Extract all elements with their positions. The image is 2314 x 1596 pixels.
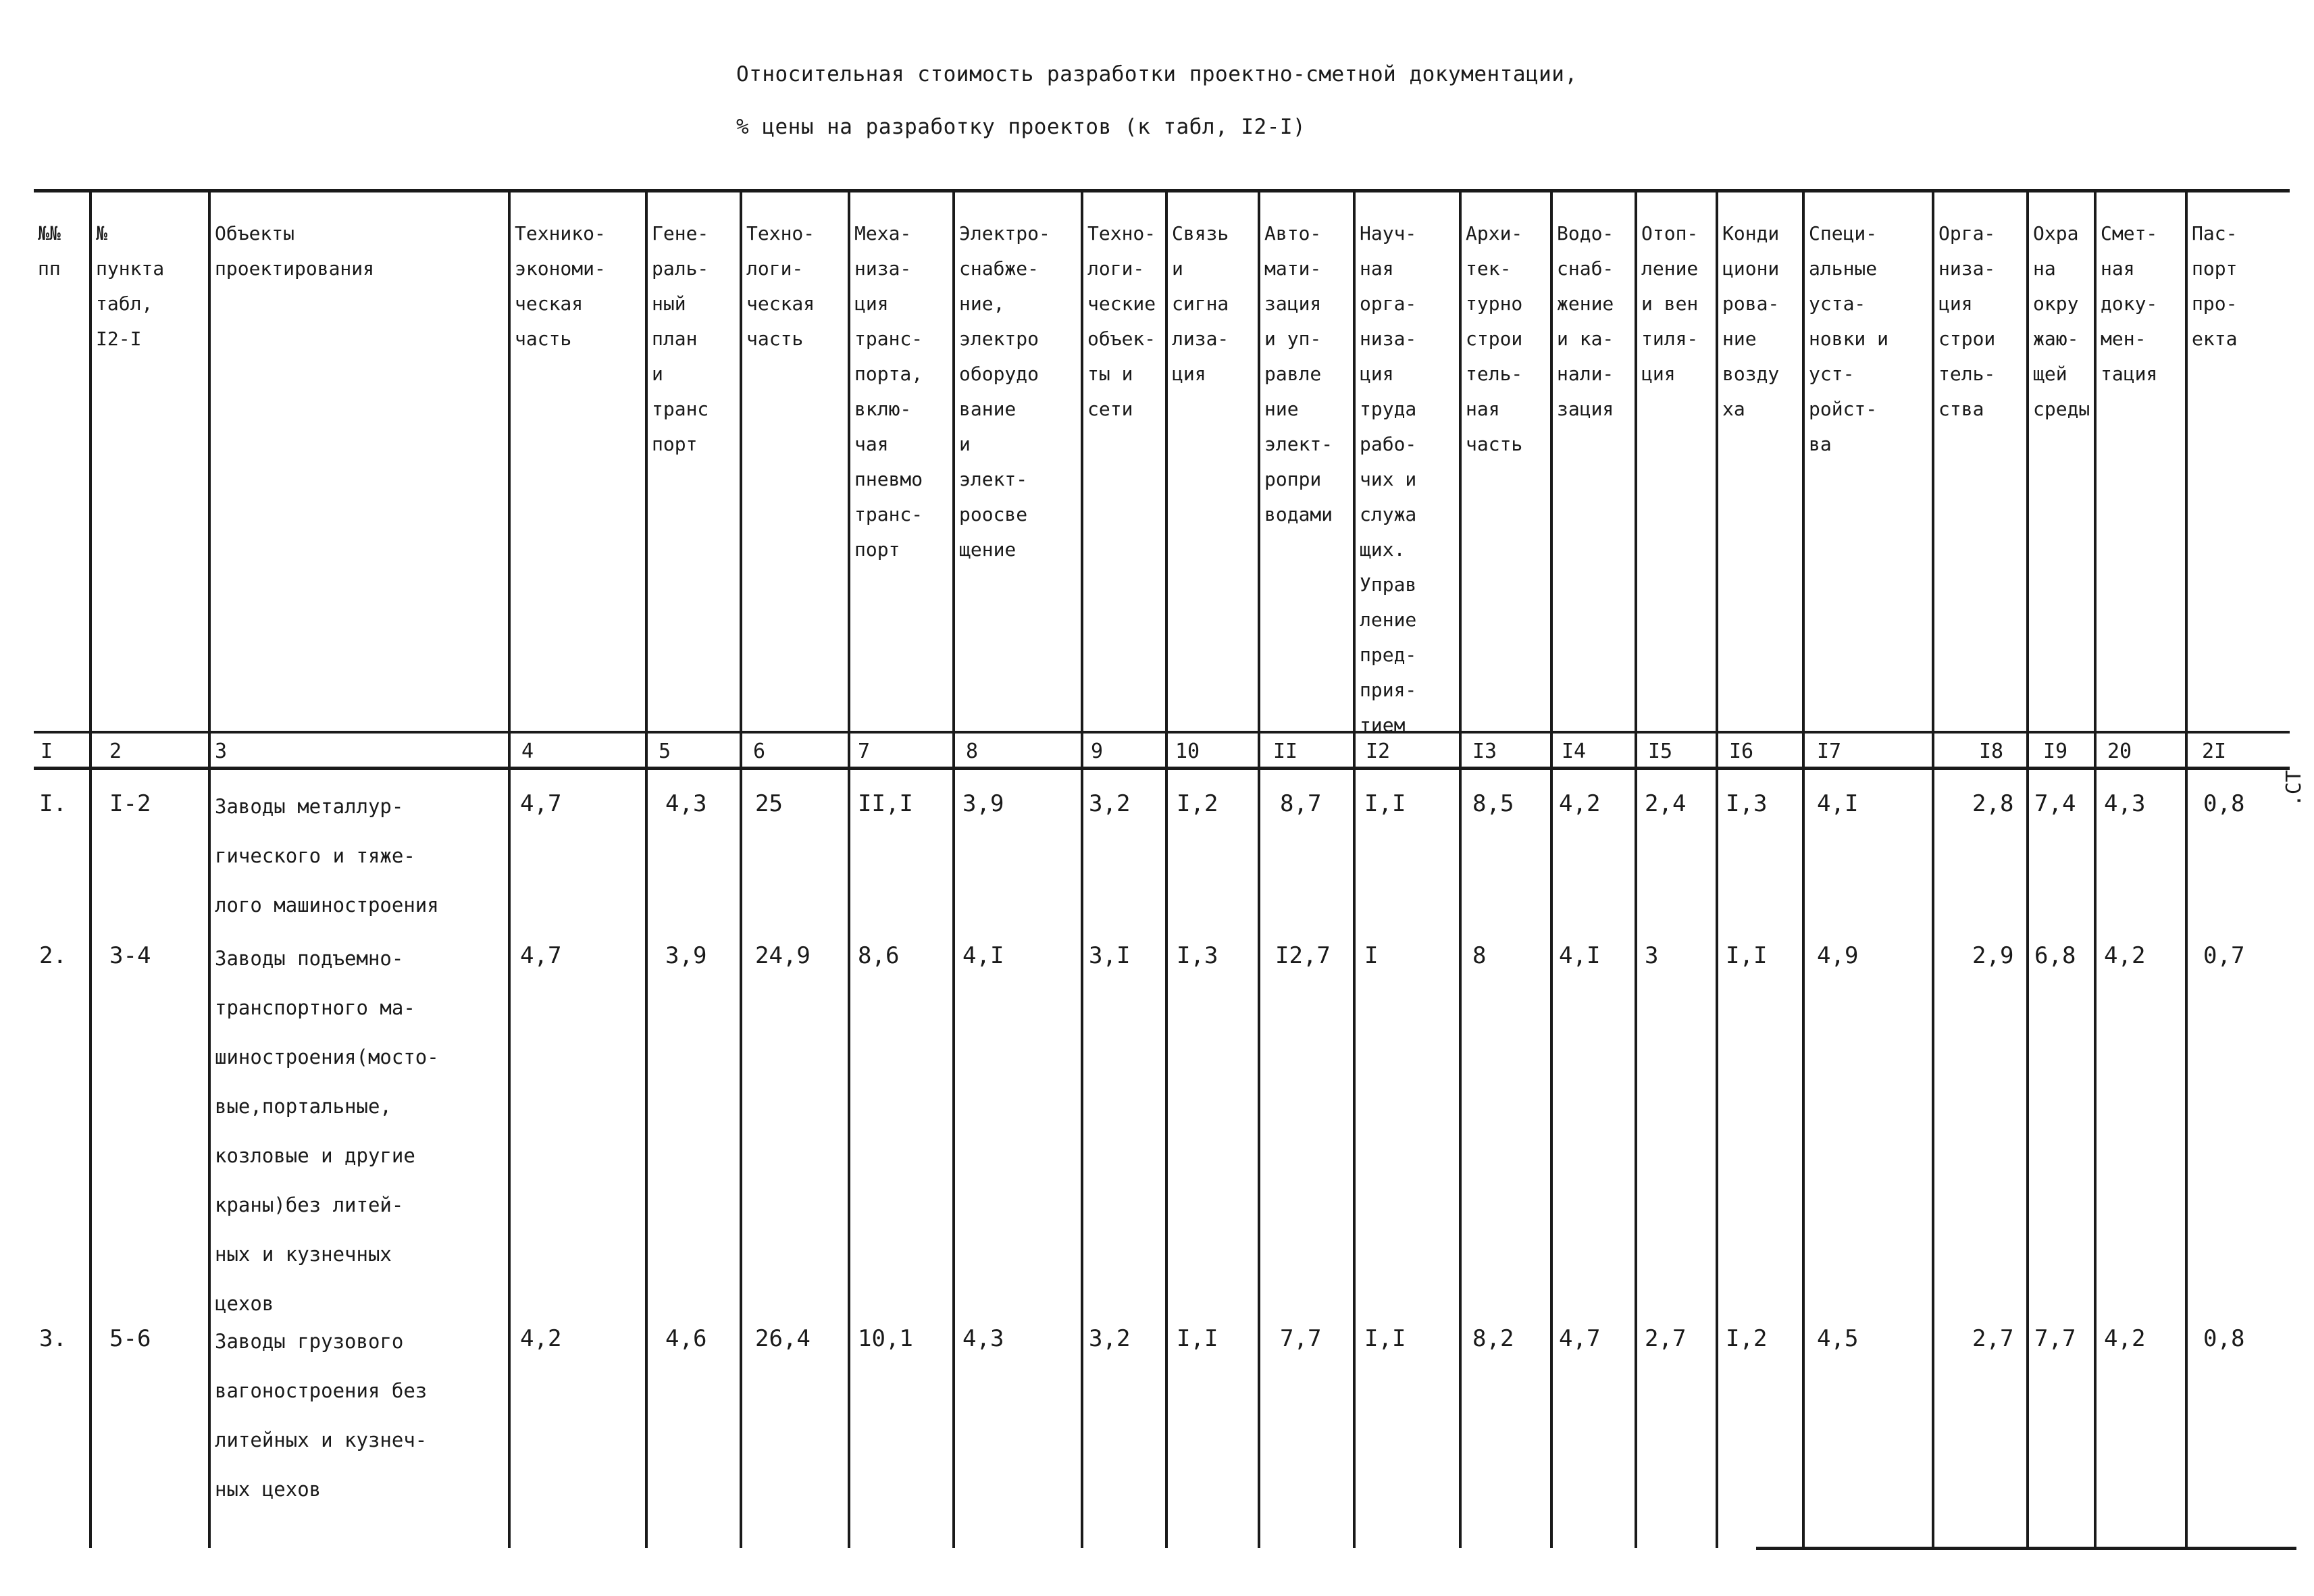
column-number: I8: [1979, 740, 2004, 763]
row-value: 4,3: [962, 1325, 1004, 1352]
column-number: I5: [1648, 740, 1673, 763]
row-value: II,I: [858, 790, 913, 817]
row-value: 3: [1645, 942, 1659, 969]
row-object-name: Заводы грузового вагоностроения без литейных и кузнеч- ных цехов: [215, 1330, 428, 1501]
row-value: 4,7: [1559, 1325, 1601, 1352]
column-number: 7: [858, 740, 871, 763]
row-value: 0,8: [2203, 1325, 2245, 1352]
row-number: I.: [39, 790, 67, 817]
header-divider: [34, 731, 2290, 733]
column-number: 4: [521, 740, 534, 763]
column-number: 3: [215, 740, 228, 763]
row-value: I,2: [1177, 790, 1218, 817]
row-value: 2,4: [1645, 790, 1687, 817]
column-number: 20: [2107, 740, 2132, 763]
column-rule: [1353, 190, 1356, 1548]
row-value: 8,5: [1472, 790, 1514, 817]
header-cell-automation: Авто- мати- зация и уп- равле ние элект- ропри водами: [1264, 222, 1333, 525]
row-value: I,2: [1726, 1325, 1768, 1352]
column-number: 8: [966, 740, 979, 763]
column-rule: [2185, 190, 2188, 1548]
column-rule: [1635, 190, 1637, 1548]
row-value: 4,I: [1817, 790, 1859, 817]
row-value: 25: [755, 790, 783, 817]
row-value: 4,7: [520, 790, 562, 817]
row-value: 2,7: [1645, 1325, 1687, 1352]
column-rule: [645, 190, 648, 1548]
header-cell-air-conditioning: Конди циони рова- ние возду ха: [1722, 222, 1780, 420]
column-rule: [1165, 190, 1168, 1548]
row-value: 6,8: [2034, 942, 2076, 969]
column-number: 9: [1091, 740, 1104, 763]
table-title: Относительная стоимость разработки проектно-сметной документации,: [736, 62, 1578, 86]
column-number: I2: [1366, 740, 1391, 763]
column-rule: [1550, 190, 1553, 1548]
table-subtitle: % цены на разработку проектов (к табл, I2-I): [736, 115, 1306, 139]
row-value: 8,6: [858, 942, 900, 969]
header-cell-water-supply: Водо- снаб- жение и ка- нали- зация: [1557, 222, 1614, 420]
column-number: I4: [1562, 740, 1587, 763]
header-cell-construction-organization: Орга- низа- ция строи тель- ства: [1938, 222, 1996, 420]
table-top-border: [34, 189, 2290, 192]
row-value: 4,3: [665, 790, 707, 817]
header-cell-item: № пункта табл, I2-I: [96, 222, 165, 350]
row-value: I,3: [1726, 790, 1768, 817]
row-number: 3.: [39, 1325, 67, 1352]
row-value: 4,I: [962, 942, 1004, 969]
row-value: 7,7: [2034, 1325, 2076, 1352]
column-rule: [89, 190, 92, 1548]
column-number: I6: [1729, 740, 1754, 763]
row-value: I,I: [1364, 790, 1406, 817]
header-cell-heating: Отоп- ление и вен тиля- ция: [1641, 222, 1699, 385]
row-value: 4,6: [665, 1325, 707, 1352]
row-value: I,I: [1177, 1325, 1218, 1352]
row-value: 4,2: [520, 1325, 562, 1352]
column-number: 2: [109, 740, 122, 763]
row-value: 7,4: [2034, 790, 2076, 817]
row-value: 7,7: [1280, 1325, 1322, 1352]
row-value: I2,7: [1275, 942, 1331, 969]
header-cell-architecture: Архи- тек- турно строи тель- ная часть: [1466, 222, 1523, 455]
column-number: 6: [753, 740, 766, 763]
row-value: 26,4: [755, 1325, 811, 1352]
row-value: I,3: [1177, 942, 1218, 969]
column-rule: [2026, 190, 2029, 1548]
row-object-name: Заводы подъемно- транспортного ма- шиностроения(мосто- вые,портальные, козловые и другие краны)без литей- ных и кузнечных цехов: [215, 947, 439, 1315]
header-cell-objects: Объекты проектирования: [215, 222, 375, 280]
column-number: I7: [1817, 740, 1842, 763]
column-number: 5: [659, 740, 671, 763]
header-cell-labor-organization: Науч- ная орга- низа- ция труда рабо- чих и служа щих. Управ ление пред- прия- тием: [1360, 222, 1417, 736]
row-value: 3,2: [1089, 1325, 1131, 1352]
row-value: 4,2: [2104, 942, 2146, 969]
row-object-name: Заводы металлур- гического и тяже- лого машиностроения: [215, 795, 439, 917]
header-cell-technological: Техно- логи- ческая часть: [746, 222, 815, 350]
row-item-ref: 5-6: [109, 1325, 151, 1352]
row-item-ref: 3-4: [109, 942, 151, 969]
row-value: 3,I: [1089, 942, 1131, 969]
column-number: I9: [2043, 740, 2068, 763]
column-rule: [1081, 190, 1083, 1548]
column-rule: [1459, 190, 1462, 1548]
row-value: 3,9: [665, 942, 707, 969]
header-cell-estimate: Смет- ная доку- мен- тация: [2101, 222, 2158, 385]
row-value: 4,3: [2104, 790, 2146, 817]
row-value: 4,5: [1817, 1325, 1859, 1352]
row-value: 3,9: [962, 790, 1004, 817]
row-value: 2,8: [1972, 790, 2014, 817]
header-cell-environment: Охра на окру жаю- щей среды: [2033, 222, 2090, 420]
column-rule: [2094, 190, 2097, 1548]
column-number: I3: [1472, 740, 1497, 763]
header-cell-tech-economic: Технико- экономи- ческая часть: [515, 222, 606, 350]
row-number: 2.: [39, 942, 67, 969]
header-cell-general-plan: Гене- раль- ный план и транс порт: [652, 222, 709, 455]
header-cell-electric: Электро- снабже- ние, электро оборудо вание и элект- роосве щение: [959, 222, 1050, 561]
column-rule: [848, 190, 850, 1548]
row-value: 4,2: [1559, 790, 1601, 817]
row-value: 4,7: [520, 942, 562, 969]
column-numbers-divider: [34, 767, 2290, 770]
column-number: I: [41, 740, 53, 763]
row-value: 2,7: [1972, 1325, 2014, 1352]
column-number: II: [1273, 740, 1298, 763]
row-value: 10,1: [858, 1325, 913, 1352]
row-value: 8,2: [1472, 1325, 1514, 1352]
column-rule: [208, 190, 211, 1548]
row-value: 8: [1472, 942, 1487, 969]
row-value: 0,7: [2203, 942, 2245, 969]
column-rule: [508, 190, 511, 1548]
margin-mark: .СТ: [2282, 770, 2306, 807]
header-cell-special-installations: Специ- альные уста- новки и уст- ройст- ва: [1809, 222, 1889, 455]
row-value: 2,9: [1972, 942, 2014, 969]
column-rule: [1802, 190, 1805, 1548]
column-rule: [1716, 190, 1718, 1548]
row-value: 4,9: [1817, 942, 1859, 969]
column-rule: [1258, 190, 1260, 1548]
row-value: 4,I: [1559, 942, 1601, 969]
row-value: 24,9: [755, 942, 811, 969]
header-cell-passport: Пас- порт про- екта: [2192, 222, 2238, 350]
row-value: 0,8: [2203, 790, 2245, 817]
column-rule: [952, 190, 955, 1548]
column-rule: [1932, 190, 1934, 1548]
header-cell-mechanization: Меха- низа- ция транс- порта, вклю- чая пневмо транс- порт: [854, 222, 923, 561]
row-value: I,I: [1726, 942, 1768, 969]
column-number: 2I: [2202, 740, 2227, 763]
row-value: 4,2: [2104, 1325, 2146, 1352]
header-cell-tech-networks: Техно- логи- ческие объек- ты и сети: [1087, 222, 1156, 420]
row-item-ref: I-2: [109, 790, 151, 817]
column-rule: [740, 190, 742, 1548]
column-number: 10: [1175, 740, 1200, 763]
row-value: I,I: [1364, 1325, 1406, 1352]
header-cell-communication: Связь и сигна лиза- ция: [1172, 222, 1229, 385]
header-cell-no: №№ пп: [38, 222, 61, 280]
row-value: 3,2: [1089, 790, 1131, 817]
row-value: 8,7: [1280, 790, 1322, 817]
row-value: I: [1364, 942, 1379, 969]
